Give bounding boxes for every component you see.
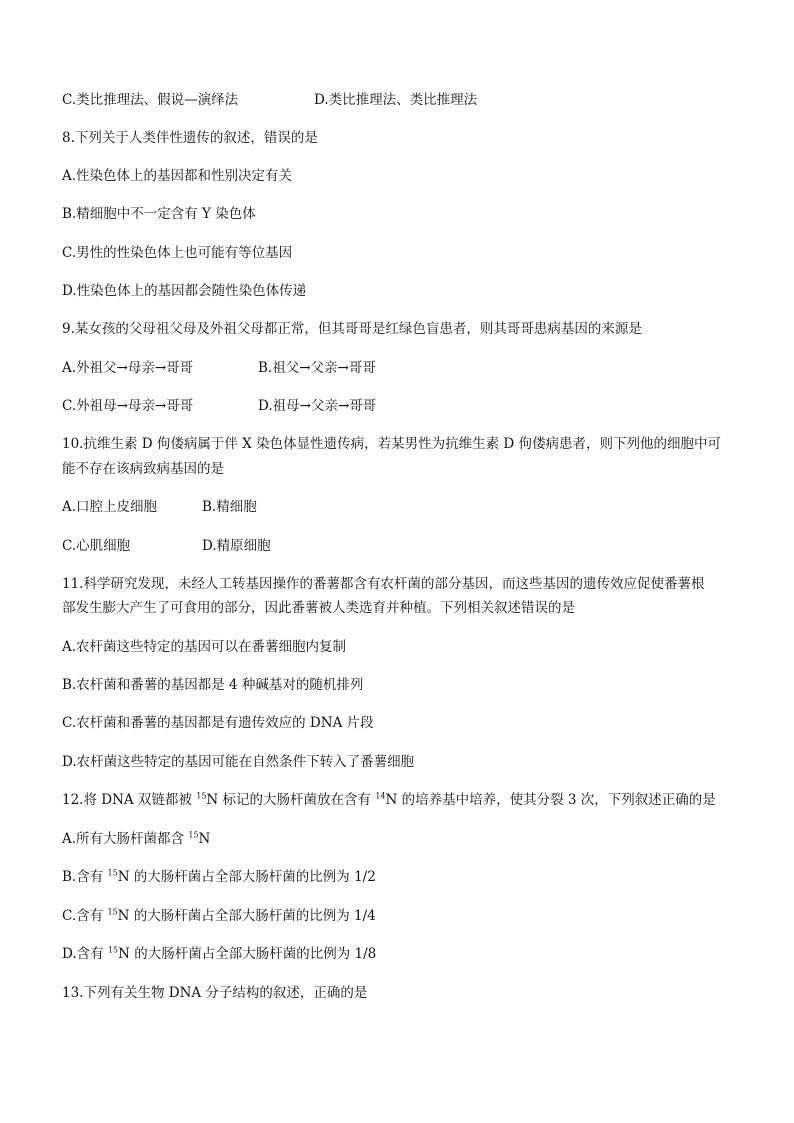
q8-option-d: D.性染色体上的基因都会随性染色体传递 — [62, 283, 307, 299]
q9-option-b: B.祖父→父亲→哥哥 — [258, 360, 376, 376]
q8-option-c: C.男性的性染色体上也可能有等位基因 — [62, 245, 293, 261]
q10-option-a: A.口腔上皮细胞 — [62, 499, 158, 515]
q12-option-a-part-2: N — [198, 831, 211, 847]
q12-stem-part-1: 12.将 DNA 双链都被 — [62, 792, 197, 808]
q11-option-a: A.农杆菌这些特定的基因可以在番薯细胞内复制 — [62, 639, 347, 655]
q10-options-row-1 — [62, 497, 257, 517]
q9-options-row-2 — [62, 396, 377, 416]
q12-option-c-part-1: C.含有 — [62, 908, 108, 924]
q10-stem-line-2: 能不存在该病致病基因的是 — [62, 461, 224, 477]
q8-stem: 8.下列关于人类伴性遗传的叙述，错误的是 — [62, 130, 318, 146]
q12-option-c-part-2: N 的大肠杆菌占全部大肠杆菌的比例为 1/4 — [117, 908, 376, 924]
q12-isotope-sup-1: 15 — [196, 791, 207, 801]
q12-stem-part-2: N 标记的大肠杆菌放在含有 — [206, 792, 376, 808]
q13-stem: 13.下列有关生物 DNA 分子结构的叙述，正确的是 — [62, 985, 368, 1001]
q9-option-c: C.外祖母→母亲→哥哥 — [62, 398, 194, 414]
q11-stem-line-1: 11.科学研究发现，未经人工转基因操作的番薯都含有农杆菌的部分基因，而这些基因的遗传效应促使番薯根 — [62, 576, 705, 592]
q10-option-c: C.心肌细胞 — [62, 538, 131, 554]
q11-stem-line-2: 部发生膨大产生了可食用的部分，因此番薯被人类选育并种植。下列相关叙述错误的是 — [62, 600, 575, 616]
q9-options-row-1 — [62, 358, 376, 378]
q12-option-b-part-2: N 的大肠杆菌占全部大肠杆菌的比例为 1/2 — [117, 869, 376, 885]
q9-stem: 9.某女孩的父母祖父母及外祖父母都正常，但其哥哥是红绿色盲患者，则其哥哥患病基因的来源是 — [62, 321, 642, 337]
q10-options-row-2 — [62, 536, 271, 556]
q12-stem-part-3: N 的培养基中培养，使其分裂 3 次，下列叙述正确的是 — [385, 792, 716, 808]
q12-option-a-sup: 15 — [188, 830, 199, 840]
q12-option-c — [62, 906, 376, 926]
q12-option-a — [62, 829, 210, 849]
q10-option-b: B.精细胞 — [202, 499, 257, 515]
q7-option-d: D.类比推理法、类比推理法 — [314, 92, 478, 108]
q10-option-d: D.精原细胞 — [202, 538, 271, 554]
q7-options-row — [62, 90, 478, 110]
q12-option-b-sup: 15 — [107, 868, 118, 878]
q8-option-b: B.精细胞中不一定含有 Y 染色体 — [62, 206, 256, 222]
q12-option-a-part-1: A.所有大肠杆菌都含 — [62, 831, 189, 847]
q12-option-d-sup: 15 — [107, 945, 119, 955]
q9-option-a: A.外祖父→母亲→哥哥 — [62, 360, 194, 376]
q12-option-d — [62, 944, 376, 964]
q12-option-c-sup: 15 — [107, 907, 118, 917]
q12-option-d-part-2: N 的大肠杆菌占全部大肠杆菌的比例为 1/8 — [118, 946, 377, 962]
q12-isotope-sup-2: 14 — [375, 791, 386, 801]
q9-option-d: D.祖母→父亲→哥哥 — [258, 398, 377, 414]
q10-stem-line-1: 10.抗维生素 D 佝偻病属于伴 X 染色体显性遗传病，若某男性为抗维生素 D 佝偻病患者，则下列他的细胞中可 — [62, 436, 721, 452]
q11-option-c: C.农杆菌和番薯的基因都是有遗传效应的 DNA 片段 — [62, 715, 374, 731]
q12-option-d-part-1: D.含有 — [62, 946, 108, 962]
q12-option-b — [62, 867, 376, 887]
q12-stem — [62, 790, 716, 810]
q11-option-d: D.农杆菌这些特定的基因可能在自然条件下转入了番薯细胞 — [62, 754, 415, 770]
q11-option-b: B.农杆菌和番薯的基因都是 4 种碱基对的随机排列 — [62, 677, 364, 693]
q7-option-c: C.类比推理法、假说—演绎法 — [62, 92, 239, 108]
q8-option-a: A.性染色体上的基因都和性别决定有关 — [62, 168, 293, 184]
q12-option-b-part-1: B.含有 — [62, 869, 108, 885]
